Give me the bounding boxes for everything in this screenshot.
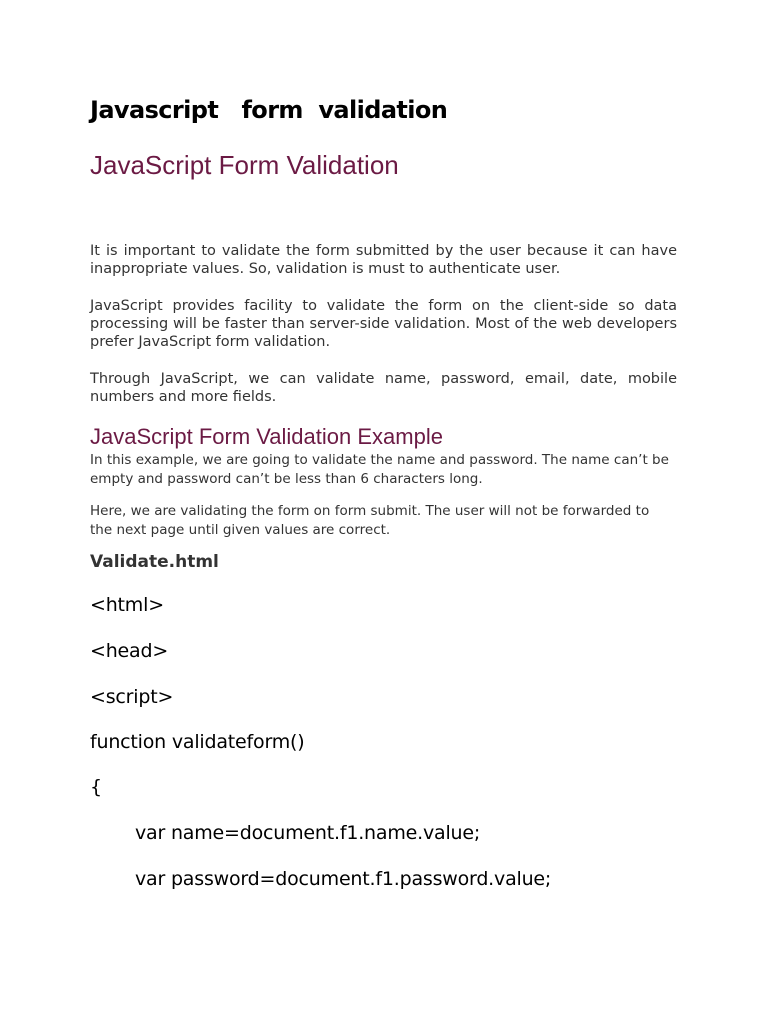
example-paragraph: In this example, we are going to validate the name and password. The name can’t be empty and password can’t be less than 6 characters long.	[90, 452, 669, 487]
intro-paragraph: Through JavaScript, we can validate name, password, email, date, mobile numbers and more fields.	[90, 371, 677, 405]
example-heading: JavaScript Form Validation Example	[90, 424, 443, 449]
code-line: var password=document.f1.password.value;	[135, 868, 552, 890]
code-line: {	[90, 776, 102, 798]
section-heading: JavaScript Form Validation	[90, 150, 399, 180]
code-line: var name=document.f1.name.value;	[135, 822, 481, 844]
code-line: <head>	[90, 640, 169, 662]
intro-paragraph: JavaScript provides facility to validate the form on the client-side so data processing will be faster than server-side validation. Most of the web developers prefer JavaScript form validation.	[90, 298, 677, 350]
intro-paragraph: It is important to validate the form submitted by the user because it can have inappropriate values. So, validation is must to authenticate user.	[90, 243, 677, 277]
document-title: Javascript form validation	[90, 96, 448, 124]
code-line: <script>	[90, 686, 174, 708]
code-line: function validateform()	[90, 731, 305, 753]
code-line: <html>	[90, 594, 164, 616]
file-name-label: Validate.html	[90, 552, 219, 572]
example-paragraph: Here, we are validating the form on form submit. The user will not be forwarded to the next page until given values are correct.	[90, 503, 650, 538]
